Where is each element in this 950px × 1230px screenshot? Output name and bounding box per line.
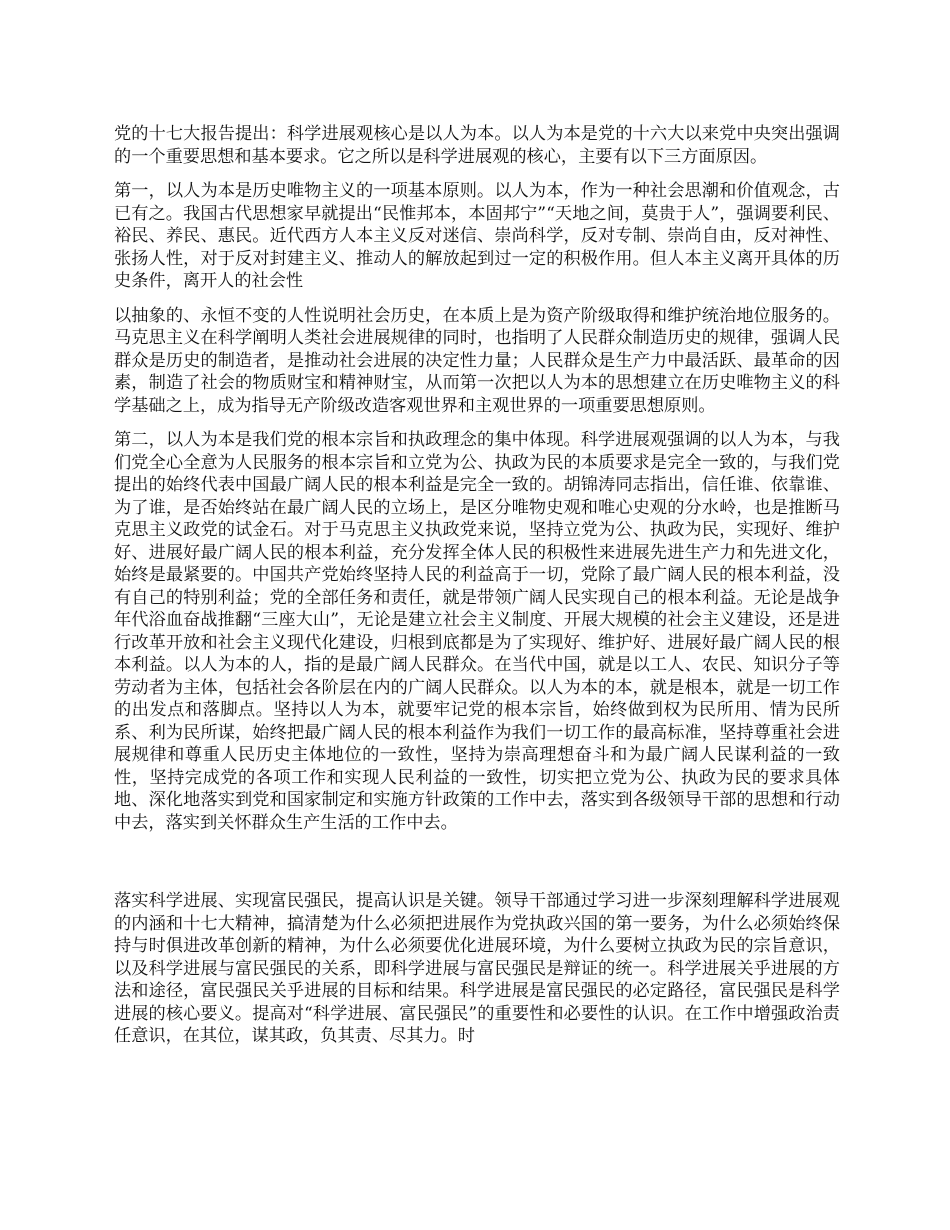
document-body [114,123,840,1060]
paragraph-implementation: 落实科学进展、实现富民强民，提高认识是关键。领导干部通过学习进一步深刻理解科学进展观的内涵和十七大精神，搞清楚为什么必须把进展作为党执政兴国的第一要务，为什么必须始终保持与时俱进改革创新的精神，为什么必须要优化进展环境，为什么要树立执政为民的宗旨意识，以及科学进展与富民强民的关系，即科学进展与富民强民是辩证的统一。科学进展关乎进展的方法和途径，富民强民关乎进展的目标和结果。科学进展是富民强民的必定路径，富民强民是科学进展的核心要义。提高对“科学进展、富民强民”的重要性和必要性的认识。在工作中增强政治责任意识，在其位，谋其政，负其责、尽其力。时 [114,891,840,1046]
paragraph-historical-materialism: 以抽象的、永恒不变的人性说明社会历史，在本质上是为资产阶级取得和维护统治地位服务的。马克思主义在科学阐明人类社会进展规律的同时，也指明了人民群众制造历史的规律，强调人民群众是历史的制造者，是推动社会进展的决定性力量；人民群众是生产力中最活跃、最革命的因素，制造了社会的物质财宝和精神财宝，从而第一次把以人为本的思想建立在历史唯物主义的科学基础之上，成为指导无产阶级改造客观世界和主观世界的一项重要思想原则。 [114,305,840,416]
paragraph-first-principle: 第一，以人为本是历史唯物主义的一项基本原则。以人为本，作为一种社会思潮和价值观念，古已有之。我国古代思想家早就提出“民惟邦本，本固邦宁”“天地之间，莫贵于人”，强调要利民、裕民、养民、惠民。近代西方人本主义反对迷信、崇尚科学，反对专制、崇尚自由，反对神性、张扬人性，对于反对封建主义、推动人的解放起到过一定的积极作用。但人本主义离开具体的历史条件，离开人的社会性 [114,181,840,291]
paragraph-intro: 党的十七大报告提出：科学进展观核心是以人为本。以人为本是党的十六大以来党中央突出强调的一个重要思想和基本要求。它之所以是科学进展观的核心，主要有以下三方面原因。 [114,124,840,167]
paragraph-second-principle: 第二，以人为本是我们党的根本宗旨和执政理念的集中体现。科学进展观强调的以人为本，与我们党全心全意为人民服务的根本宗旨和立党为公、执政为民的本质要求是完全一致的，与我们党提出的始终代表中国最广阔人民的根本利益是完全一致的。胡锦涛同志指出，信任谁、依靠谁、为了谁，是否始终站在最广阔人民的立场上，是区分唯物史观和唯心史观的分水岭，也是推断马克思主义政党的试金石。对于马克思主义执政党来说，坚持立党为公、执政为民，实现好、维护好、进展好最广阔人民的根本利益，充分发挥全体人民的积极性来进展先进生产力和先进文化，始终是最紧要的。中国共产党始终坚持人民的利益高于一切，党除了最广阔人民的根本利益，没有自己的特别利益；党的全部任务和责任，就是带领广阔人民实现自己的根本利益。无论是战争年代浴血奋战推翻“三座大山”，无论是建立社会主义制度、开展大规模的社会主义建设，还是进行改革开放和社会主义现代化建设，归根到底都是为了实现好、维护好、进展好最广阔人民的根本利益。以人为本的人，指的是最广阔人民群众。在当代中国，就是以工人、农民、知识分子等劳动者为主体，包括社会各阶层在内的广阔人民群众。以人为本的本，就是根本，就是一切工作的出发点和落脚点。坚持以人为本，就要牢记党的根本宗旨，始终做到权为民所用、情为民所系、利为民所谋，始终把最广阔人民的根本利益作为我们一切工作的最高标准，坚持尊重社会进展规律和尊重人民历史主体地位的一致性，坚持为崇高理想奋斗和为最广阔人民谋利益的一致性，坚持完成党的各项工作和实现人民利益的一致性，切实把立党为公、执政为民的要求具体地、深化地落实到党和国家制定和实施方针政策的工作中去，落实到各级领导干部的思想和行动中去，落实到关怀群众生产生活的工作中去。 [114,430,840,833]
